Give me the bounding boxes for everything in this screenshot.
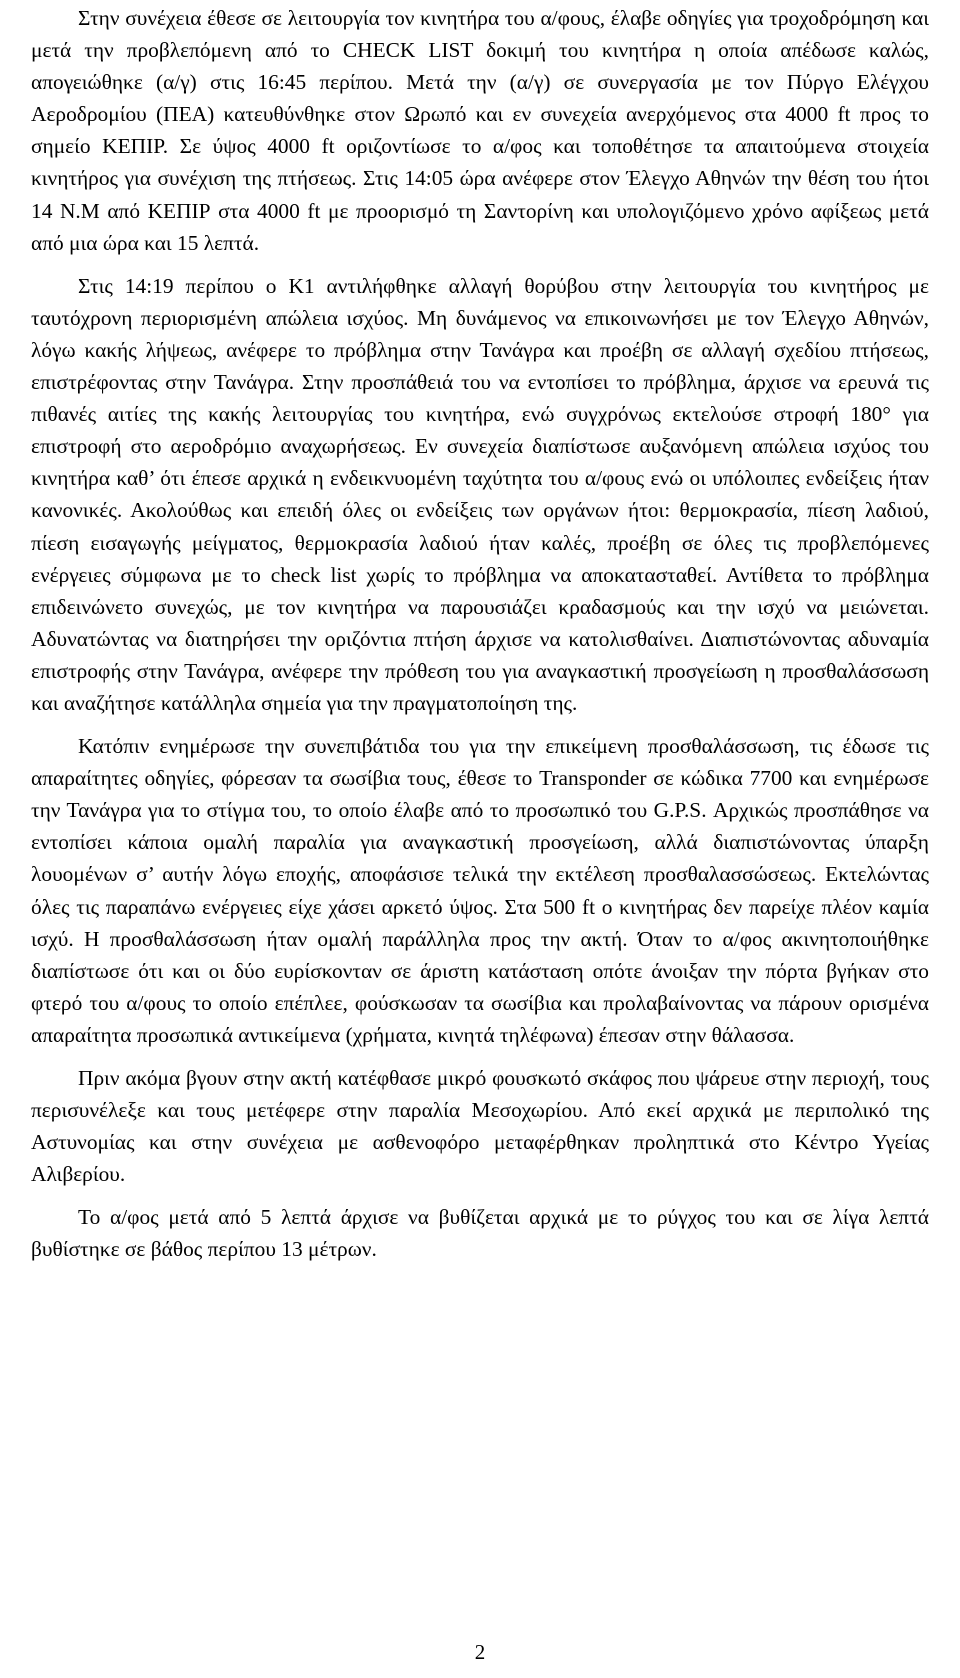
paragraph-ditching: Κατόπιν ενημέρωσε την συνεπιβάτιδα του για την επικείμενη προσθαλάσσωση, τις έδωσε τις απαραίτητες οδηγίες, φόρεσαν τα σωσίβια τους, έθεσε το Transponder σε κώδικα 7700 και ενημέρωσε την Τανάγρα για το στίγμα του, το οποίο έλαβε από το προσωπικό του G.P.S. Αρχικώς προσπάθησε να εντοπίσει κάποια ομαλή παραλία για αναγκαστική προσγείωση, αλλά διαπιστώνοντας ύπαρξη λουομένων σ’ αυτήν λόγω εποχής, αποφάσισε τελικά την εκτέλεση προσθαλασσώσεως. Εκτελώντας όλες τις παραπάνω ενέργειες είχε χάσει αρκετό ύψος. Στα 500 ft ο κινητήρας δεν παρείχε πλέον καμία ισχύ. Η προσθαλάσσωση ήταν ομαλή παράλληλα προς την ακτή. Όταν το α/φος ακινητοποιήθηκε διαπίστωσε ότι και οι δύο ευρίσκονταν σε άριστη κατάσταση οπότε άνοιξαν την πόρτα βγήκαν στο φτερό του α/φους το οποίο επέπλεε, φούσκωσαν τα σωσίβια και προλαβαίνοντας να πάρουν ορισμένα απαραίτητα προσωπικά αντικείμενα (χρήματα, κινητά τηλέφωνα) έπεσαν στην θάλασσα. xyxy=(31,734,929,1047)
paragraph-engine-failure: Στις 14:19 περίπου ο Κ1 αντιλήφθηκε αλλαγή θορύβου στην λειτουργία του κινητήρος με ταυτόχρονη περιορισμένη απώλεια ισχύος. Μη δυνάμενος να επικοινωνήσει με τον Έλεγχο Αθηνών, λόγω κακής λήψεως, ανέφερε το πρόβλημα στην Τανάγρα και προέβη σε αλλαγή σχεδίου πτήσεως, επιστρέφοντας στην Τανάγρα. Στην προσπάθειά του να εντοπίσει το πρόβλημα, άρχισε να ερευνά τις πιθανές αιτίες της κακής λειτουργίας του κινητήρα, ενώ συγχρόνως εκτελούσε στροφή 180° για επιστροφή στο αεροδρόμιο αναχωρήσεως. Εν συνεχεία διαπίστωσε αυξανόμενη απώλεια ισχύος του κινητήρα καθ’ ότι έπεσε αρχικά η ενδεικνυομένη ταχύτητα του α/φους ενώ οι υπόλοιπες ενδείξεις ήταν κανονικές. Ακολούθως και επειδή όλες οι ενδείξεις των οργάνων ήτοι: θερμοκρασία, πίεση λαδιού, πίεση εισαγωγής μείγματος, θερμοκρασία λαδιού ήταν καλές, προέβη σε όλες τις προβλεπόμενες ενέργειες σύμφωνα με το check list χωρίς το πρόβλημα να αποκατασταθεί. Αντίθετα το πρόβλημα επιδεινώνετο συνεχώς, με τον κινητήρα να παρουσιάζει κραδασμούς και την ισχύ να μειώνεται. Αδυνατώντας να διατηρήσει την οριζόντια πτήση άρχισε να κατολισθαίνει. Διαπιστώνοντας αδυναμία επιστροφής στην Τανάγρα, ανέφερε την πρόθεση του για αναγκαστική προσγείωση η προσθαλάσσωση και αναζήτησε κατάλληλα σημεία για την πραγματοποίηση της. xyxy=(31,273,929,715)
paragraph-rescue: Πριν ακόμα βγουν στην ακτή κατέφθασε μικρό φουσκωτό σκάφος που ψάρευε στην περιοχή, τους περισυνέλεξε και τους μετέφερε στην παραλία Μεσοχωρίου. Από εκεί αρχικά με περιπολικό της Αστυνομίας και στην συνέχεια με ασθενοφόρο μεταφέρθηκαν προληπτικά στο Κέντρο Υγείας Αλιβερίου. xyxy=(31,1066,929,1187)
paragraph-sinking: Το α/φος μετά από 5 λεπτά άρχισε να βυθίζεται αρχικά με το ρύγχος του και σε λίγα λεπτά βυθίστηκε σε βάθος περίπου 13 μέτρων. xyxy=(31,1205,929,1262)
body-text xyxy=(31,2,929,1266)
paragraph-takeoff: Στην συνέχεια έθεσε σε λειτουργία τον κινητήρα του α/φους, έλαβε οδηγίες για τροχοδρόμηση και μετά την προβλεπόμενη από το CHECK LIST δοκιμή του κινητήρα η οποία απέδωσε καλώς, απογειώθηκε (α/γ) στις 16:45 περίπου. Μετά την (α/γ) σε συνεργασία με τον Πύργο Ελέγχου Αεροδρομίου (ΠΕΑ) κατευθύνθηκε στον Ωρωπό και εν συνεχεία ανερχόμενος στα 4000 ft προς το σημείο ΚΕΠΙΡ. Σε ύψος 4000 ft οριζοντίωσε το α/φος και τοποθέτησε τα απαιτούμενα στοιχεία κινητήρος για συνέχιση της πτήσεως. Στις 14:05 ώρα ανέφερε στον Έλεγχο Αθηνών την θέση του ήτοι 14 N.M από ΚΕΠΙΡ στα 4000 ft με προορισμό τη Σαντορίνη και υπολογιζόμενο χρόνο αφίξεως μετά από μια ώρα και 15 λεπτά. xyxy=(31,6,929,255)
page-number: 2 xyxy=(474,1640,486,1664)
